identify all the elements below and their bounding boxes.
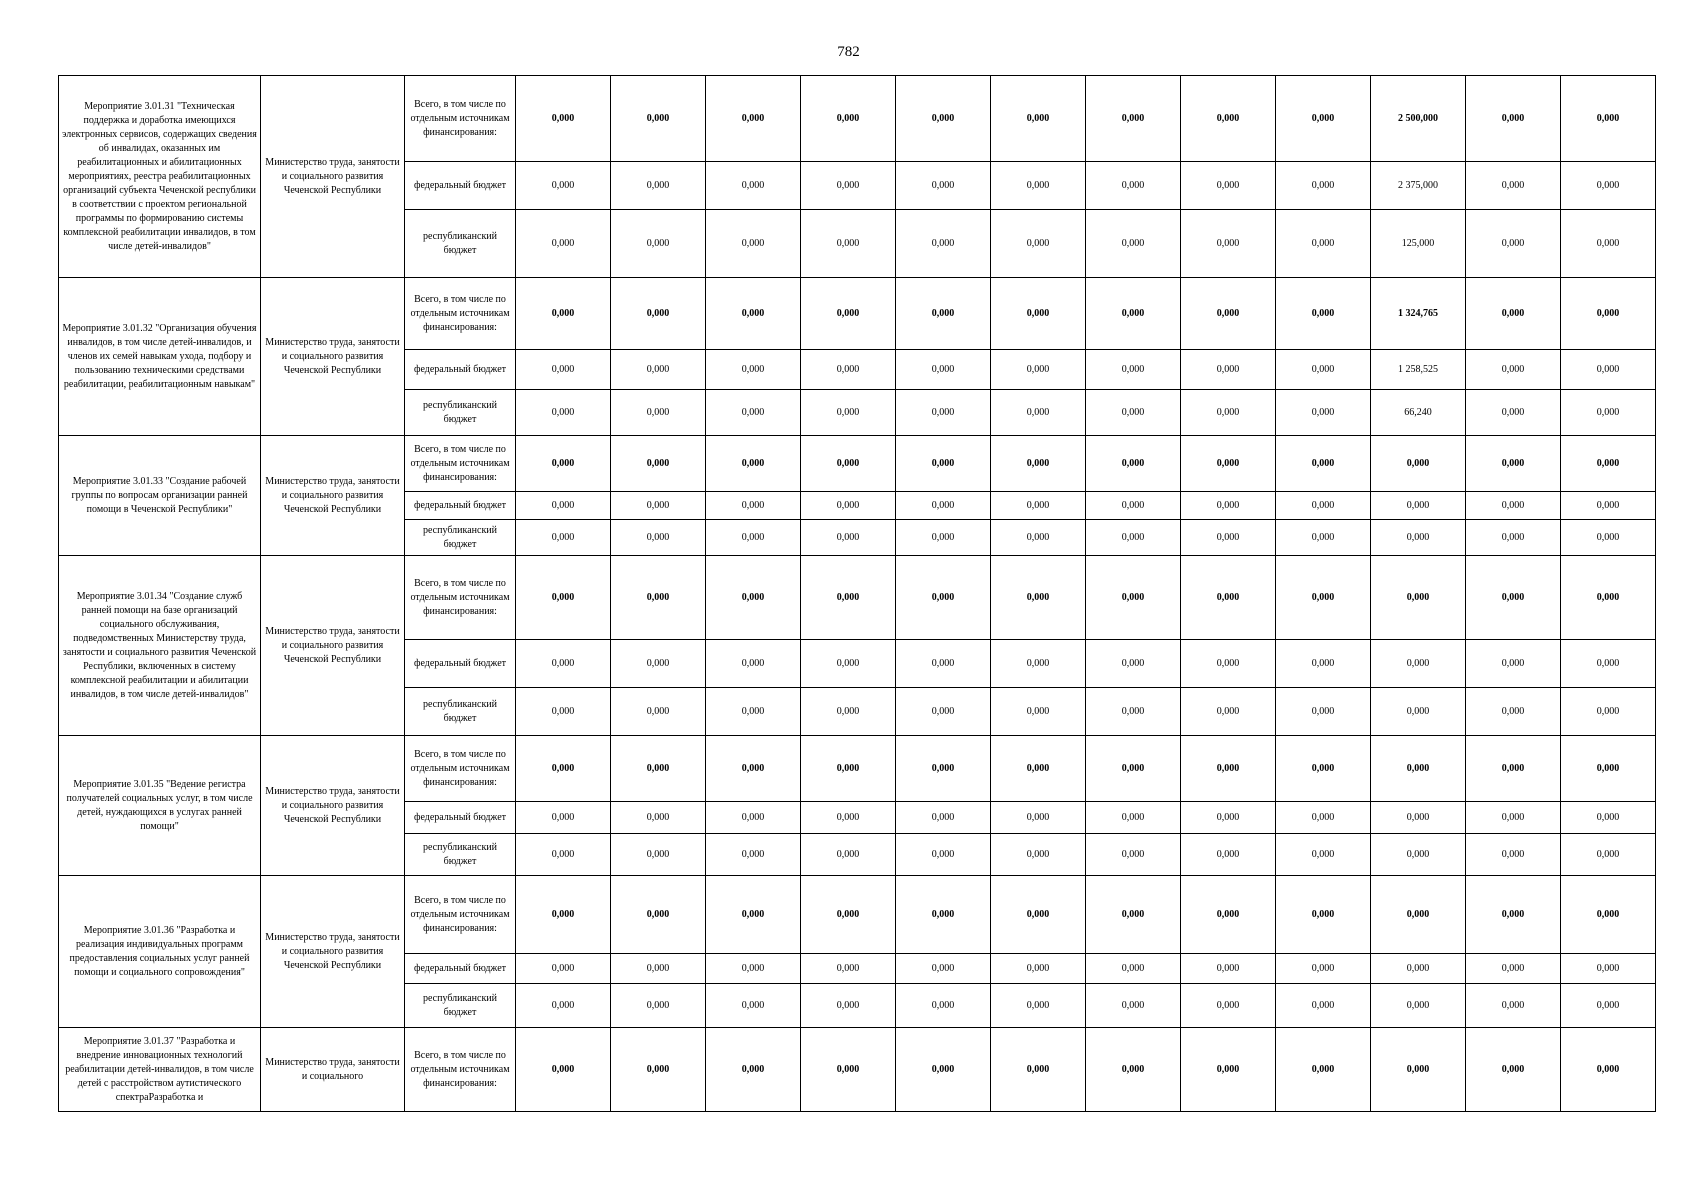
amount-cell: 0,000: [706, 984, 801, 1028]
amount-cell: 0,000: [1181, 802, 1276, 834]
amount-cell: 0,000: [896, 350, 991, 390]
amount-cell: 0,000: [1371, 876, 1466, 954]
amount-cell: 0,000: [611, 210, 706, 278]
amount-cell: 0,000: [611, 436, 706, 492]
amount-cell: 0,000: [706, 76, 801, 162]
amount-cell: 0,000: [1466, 492, 1561, 520]
amount-cell: 0,000: [611, 520, 706, 556]
amount-cell: 0,000: [1086, 954, 1181, 984]
amount-cell: 0,000: [1371, 436, 1466, 492]
funding-source-label: Всего, в том числе по отдельным источникам финансирования:: [405, 1028, 516, 1112]
amount-cell: 0,000: [1466, 436, 1561, 492]
amount-cell: 0,000: [1561, 834, 1656, 876]
amount-cell: 0,000: [1276, 954, 1371, 984]
amount-cell: 0,000: [706, 834, 801, 876]
amount-cell: 0,000: [991, 162, 1086, 210]
amount-cell: 0,000: [991, 640, 1086, 688]
amount-cell: 0,000: [1181, 556, 1276, 640]
amount-cell: 0,000: [1561, 162, 1656, 210]
amount-cell: 0,000: [516, 876, 611, 954]
amount-cell: 0,000: [1466, 984, 1561, 1028]
amount-cell: 0,000: [611, 834, 706, 876]
amount-cell: 0,000: [1371, 984, 1466, 1028]
amount-cell: 0,000: [1086, 802, 1181, 834]
responsible-executor: Министерство труда, занятости и социального: [261, 1028, 405, 1112]
amount-cell: 0,000: [1086, 76, 1181, 162]
amount-cell: 0,000: [801, 390, 896, 436]
amount-cell: 0,000: [706, 350, 801, 390]
funding-source-label: республиканский бюджет: [405, 688, 516, 736]
event-title: Мероприятие 3.01.36 "Разработка и реализация индивидуальных программ предоставления социальных услуг ранней помощи и социального сопровождения": [59, 876, 261, 1028]
amount-cell: 0,000: [1466, 162, 1561, 210]
amount-cell: 0,000: [896, 162, 991, 210]
amount-cell: 0,000: [516, 390, 611, 436]
amount-cell: 1 258,525: [1371, 350, 1466, 390]
amount-cell: 0,000: [1561, 76, 1656, 162]
amount-cell: 0,000: [1466, 210, 1561, 278]
amount-cell: 0,000: [991, 556, 1086, 640]
amount-cell: 0,000: [611, 162, 706, 210]
amount-cell: 0,000: [1086, 834, 1181, 876]
amount-cell: 0,000: [516, 1028, 611, 1112]
amount-cell: 0,000: [1181, 436, 1276, 492]
amount-cell: 0,000: [611, 76, 706, 162]
amount-cell: 0,000: [1561, 954, 1656, 984]
amount-cell: 0,000: [801, 210, 896, 278]
amount-cell: 0,000: [706, 688, 801, 736]
amount-cell: 0,000: [991, 76, 1086, 162]
amount-cell: 0,000: [1466, 954, 1561, 984]
amount-cell: 0,000: [1181, 984, 1276, 1028]
amount-cell: 0,000: [991, 876, 1086, 954]
amount-cell: 0,000: [1181, 210, 1276, 278]
amount-cell: 0,000: [1086, 436, 1181, 492]
amount-cell: 0,000: [516, 640, 611, 688]
table-row: [59, 556, 1656, 640]
funding-source-label: Всего, в том числе по отдельным источникам финансирования:: [405, 436, 516, 492]
amount-cell: 2 500,000: [1371, 76, 1466, 162]
amount-cell: 0,000: [1276, 736, 1371, 802]
amount-cell: 0,000: [1466, 556, 1561, 640]
amount-cell: 0,000: [1086, 984, 1181, 1028]
amount-cell: 0,000: [611, 736, 706, 802]
amount-cell: 0,000: [801, 954, 896, 984]
amount-cell: 0,000: [1371, 556, 1466, 640]
amount-cell: 0,000: [991, 834, 1086, 876]
amount-cell: 0,000: [896, 556, 991, 640]
amount-cell: 0,000: [1086, 1028, 1181, 1112]
amount-cell: 0,000: [1466, 390, 1561, 436]
amount-cell: 0,000: [1181, 688, 1276, 736]
amount-cell: 0,000: [1181, 278, 1276, 350]
amount-cell: 0,000: [1466, 876, 1561, 954]
amount-cell: 0,000: [801, 436, 896, 492]
amount-cell: 0,000: [1466, 1028, 1561, 1112]
amount-cell: 0,000: [706, 556, 801, 640]
amount-cell: 0,000: [706, 1028, 801, 1112]
amount-cell: 0,000: [516, 210, 611, 278]
table-row: [59, 1028, 1656, 1112]
amount-cell: 0,000: [1276, 834, 1371, 876]
funding-source-label: республиканский бюджет: [405, 834, 516, 876]
funding-source-label: республиканский бюджет: [405, 210, 516, 278]
amount-cell: 0,000: [706, 278, 801, 350]
amount-cell: 0,000: [801, 736, 896, 802]
funding-source-label: республиканский бюджет: [405, 390, 516, 436]
amount-cell: 0,000: [611, 876, 706, 954]
amount-cell: 0,000: [1561, 520, 1656, 556]
amount-cell: 0,000: [1561, 1028, 1656, 1112]
amount-cell: 0,000: [801, 492, 896, 520]
amount-cell: 0,000: [516, 278, 611, 350]
amount-cell: 0,000: [706, 520, 801, 556]
amount-cell: 0,000: [1561, 736, 1656, 802]
amount-cell: 0,000: [1561, 984, 1656, 1028]
amount-cell: 0,000: [801, 802, 896, 834]
amount-cell: 0,000: [706, 162, 801, 210]
amount-cell: 0,000: [1276, 210, 1371, 278]
amount-cell: 0,000: [611, 390, 706, 436]
amount-cell: 0,000: [801, 640, 896, 688]
amount-cell: 0,000: [991, 210, 1086, 278]
funding-source-label: федеральный бюджет: [405, 802, 516, 834]
amount-cell: 0,000: [1466, 688, 1561, 736]
amount-cell: 1 324,765: [1371, 278, 1466, 350]
amount-cell: 0,000: [896, 876, 991, 954]
amount-cell: 0,000: [1561, 802, 1656, 834]
amount-cell: 0,000: [1181, 350, 1276, 390]
funding-source-label: федеральный бюджет: [405, 492, 516, 520]
amount-cell: 0,000: [1086, 162, 1181, 210]
amount-cell: 0,000: [611, 492, 706, 520]
amount-cell: 0,000: [1086, 350, 1181, 390]
amount-cell: 0,000: [1276, 350, 1371, 390]
responsible-executor: Министерство труда, занятости и социального развития Чеченской Республики: [261, 76, 405, 278]
amount-cell: 0,000: [1561, 278, 1656, 350]
table-row: [59, 278, 1656, 350]
amount-cell: 0,000: [1276, 278, 1371, 350]
amount-cell: 0,000: [1181, 736, 1276, 802]
event-title: Мероприятие 3.01.32 "Организация обучения инвалидов, в том числе детей-инвалидов, и членов их семей навыкам ухода, подбору и пользованию техническими средствами реабилитации, реабилитационным навыкам": [59, 278, 261, 436]
amount-cell: 0,000: [516, 688, 611, 736]
amount-cell: 66,240: [1371, 390, 1466, 436]
amount-cell: 0,000: [611, 640, 706, 688]
amount-cell: 0,000: [896, 834, 991, 876]
amount-cell: 0,000: [1276, 640, 1371, 688]
amount-cell: 0,000: [1276, 876, 1371, 954]
amount-cell: 0,000: [896, 390, 991, 436]
funding-source-label: Всего, в том числе по отдельным источникам финансирования:: [405, 736, 516, 802]
amount-cell: 0,000: [611, 688, 706, 736]
amount-cell: 0,000: [1181, 1028, 1276, 1112]
amount-cell: 0,000: [1181, 492, 1276, 520]
amount-cell: 0,000: [1466, 736, 1561, 802]
amount-cell: 0,000: [991, 492, 1086, 520]
amount-cell: 0,000: [801, 350, 896, 390]
amount-cell: 0,000: [611, 556, 706, 640]
amount-cell: 0,000: [1276, 1028, 1371, 1112]
amount-cell: 0,000: [1371, 640, 1466, 688]
amount-cell: 0,000: [1276, 984, 1371, 1028]
amount-cell: 0,000: [896, 984, 991, 1028]
amount-cell: 0,000: [1086, 736, 1181, 802]
funding-source-label: республиканский бюджет: [405, 520, 516, 556]
amount-cell: 0,000: [896, 688, 991, 736]
amount-cell: 0,000: [991, 436, 1086, 492]
amount-cell: 0,000: [991, 350, 1086, 390]
amount-cell: 0,000: [611, 1028, 706, 1112]
amount-cell: 0,000: [896, 520, 991, 556]
amount-cell: 0,000: [801, 834, 896, 876]
amount-cell: 0,000: [706, 210, 801, 278]
amount-cell: 0,000: [1466, 76, 1561, 162]
amount-cell: 0,000: [896, 954, 991, 984]
amount-cell: 0,000: [801, 556, 896, 640]
event-title: Мероприятие 3.01.34 "Создание служб ранней помощи на базе организаций социального обслуживания, подведомственных Министерству труда, занятости и социального развития Чеченской Республики, включенных в систему комплексной реабилитации и абилитации инвалидов, в том числе детей-инвалидов": [59, 556, 261, 736]
funding-source-label: Всего, в том числе по отдельным источникам финансирования:: [405, 876, 516, 954]
amount-cell: 0,000: [896, 210, 991, 278]
amount-cell: 0,000: [706, 876, 801, 954]
table-row: [59, 876, 1656, 954]
amount-cell: 0,000: [1371, 954, 1466, 984]
amount-cell: 0,000: [706, 954, 801, 984]
amount-cell: 0,000: [611, 984, 706, 1028]
amount-cell: 0,000: [1276, 76, 1371, 162]
event-title: Мероприятие 3.01.35 "Ведение регистра получателей социальных услуг, в том числе детей, нуждающихся в услугах ранней помощи": [59, 736, 261, 876]
amount-cell: 0,000: [611, 954, 706, 984]
page-number: 782: [837, 44, 860, 60]
amount-cell: 0,000: [516, 350, 611, 390]
amount-cell: 0,000: [1371, 736, 1466, 802]
event-title: Мероприятие 3.01.37 "Разработка и внедрение инновационных технологий реабилитации детей-инвалидов, в том числе детей с расстройством аутистического спектраРазработка и: [59, 1028, 261, 1112]
amount-cell: 0,000: [706, 640, 801, 688]
amount-cell: 0,000: [896, 736, 991, 802]
amount-cell: 0,000: [1466, 834, 1561, 876]
amount-cell: 0,000: [516, 436, 611, 492]
amount-cell: 0,000: [991, 520, 1086, 556]
amount-cell: 0,000: [1181, 76, 1276, 162]
amount-cell: 0,000: [1371, 520, 1466, 556]
amount-cell: 0,000: [516, 162, 611, 210]
amount-cell: 0,000: [991, 1028, 1086, 1112]
amount-cell: 0,000: [706, 802, 801, 834]
amount-cell: 0,000: [801, 162, 896, 210]
funding-source-label: федеральный бюджет: [405, 350, 516, 390]
amount-cell: 0,000: [1086, 640, 1181, 688]
amount-cell: 0,000: [1561, 436, 1656, 492]
amount-cell: 0,000: [896, 492, 991, 520]
amount-cell: 0,000: [1181, 640, 1276, 688]
amount-cell: 0,000: [611, 278, 706, 350]
amount-cell: 0,000: [516, 954, 611, 984]
amount-cell: 0,000: [1181, 390, 1276, 436]
amount-cell: 0,000: [896, 802, 991, 834]
amount-cell: 0,000: [991, 954, 1086, 984]
funding-source-label: федеральный бюджет: [405, 954, 516, 984]
amount-cell: 0,000: [1561, 210, 1656, 278]
responsible-executor: Министерство труда, занятости и социального развития Чеченской Республики: [261, 736, 405, 876]
amount-cell: 0,000: [801, 688, 896, 736]
amount-cell: 0,000: [896, 278, 991, 350]
table-row: [59, 736, 1656, 802]
amount-cell: 0,000: [516, 520, 611, 556]
amount-cell: 0,000: [516, 556, 611, 640]
amount-cell: 0,000: [1276, 556, 1371, 640]
responsible-executor: Министерство труда, занятости и социального развития Чеченской Республики: [261, 876, 405, 1028]
amount-cell: 0,000: [896, 436, 991, 492]
event-title: Мероприятие 3.01.33 "Создание рабочей группы по вопросам организации ранней помощи в Чеченской Республики": [59, 436, 261, 556]
amount-cell: 0,000: [1561, 492, 1656, 520]
amount-cell: 0,000: [1561, 390, 1656, 436]
amount-cell: 0,000: [1466, 640, 1561, 688]
amount-cell: 0,000: [706, 436, 801, 492]
amount-cell: 0,000: [1181, 520, 1276, 556]
amount-cell: 0,000: [1466, 350, 1561, 390]
amount-cell: 0,000: [1561, 688, 1656, 736]
amount-cell: 0,000: [1276, 436, 1371, 492]
amount-cell: 0,000: [706, 390, 801, 436]
amount-cell: 0,000: [991, 736, 1086, 802]
amount-cell: 2 375,000: [1371, 162, 1466, 210]
amount-cell: 0,000: [706, 736, 801, 802]
amount-cell: 125,000: [1371, 210, 1466, 278]
amount-cell: 0,000: [1086, 688, 1181, 736]
amount-cell: 0,000: [1561, 350, 1656, 390]
amount-cell: 0,000: [801, 1028, 896, 1112]
amount-cell: 0,000: [1466, 520, 1561, 556]
amount-cell: 0,000: [516, 984, 611, 1028]
amount-cell: 0,000: [1086, 390, 1181, 436]
event-title: Мероприятие 3.01.31 "Техническая поддержка и доработка имеющихся электронных сервисов, содержащих сведения об инвалидах, оказанных им реабилитационных и абилитационных мероприятиях, реестра реабилитационных организаций субъекта Чеченской республики в соответствии с проектом региональной программы по формированию системы комплексной реабилитации инвалидов, в том числе детей-инвалидов": [59, 76, 261, 278]
amount-cell: 0,000: [1276, 390, 1371, 436]
amount-cell: 0,000: [1181, 876, 1276, 954]
amount-cell: 0,000: [801, 76, 896, 162]
amount-cell: 0,000: [1276, 688, 1371, 736]
amount-cell: 0,000: [991, 278, 1086, 350]
amount-cell: 0,000: [516, 492, 611, 520]
amount-cell: 0,000: [1086, 876, 1181, 954]
amount-cell: 0,000: [1181, 834, 1276, 876]
amount-cell: 0,000: [1086, 210, 1181, 278]
funding-source-label: федеральный бюджет: [405, 640, 516, 688]
amount-cell: 0,000: [801, 876, 896, 954]
amount-cell: 0,000: [1276, 520, 1371, 556]
amount-cell: 0,000: [801, 278, 896, 350]
amount-cell: 0,000: [1466, 802, 1561, 834]
amount-cell: 0,000: [896, 640, 991, 688]
amount-cell: 0,000: [516, 834, 611, 876]
amount-cell: 0,000: [706, 492, 801, 520]
amount-cell: 0,000: [516, 76, 611, 162]
amount-cell: 0,000: [516, 736, 611, 802]
amount-cell: 0,000: [991, 390, 1086, 436]
funding-source-label: республиканский бюджет: [405, 984, 516, 1028]
amount-cell: 0,000: [1371, 492, 1466, 520]
funding-source-label: Всего, в том числе по отдельным источникам финансирования:: [405, 76, 516, 162]
funding-source-label: федеральный бюджет: [405, 162, 516, 210]
amount-cell: 0,000: [1561, 556, 1656, 640]
amount-cell: 0,000: [991, 984, 1086, 1028]
amount-cell: 0,000: [896, 76, 991, 162]
amount-cell: 0,000: [1276, 802, 1371, 834]
table-row: [59, 76, 1656, 162]
amount-cell: 0,000: [1561, 640, 1656, 688]
amount-cell: 0,000: [1276, 492, 1371, 520]
amount-cell: 0,000: [1371, 688, 1466, 736]
amount-cell: 0,000: [1276, 162, 1371, 210]
amount-cell: 0,000: [1181, 954, 1276, 984]
amount-cell: 0,000: [1086, 492, 1181, 520]
amount-cell: 0,000: [1181, 162, 1276, 210]
amount-cell: 0,000: [1086, 520, 1181, 556]
amount-cell: 0,000: [1086, 278, 1181, 350]
financing-table: [58, 75, 1656, 1112]
responsible-executor: Министерство труда, занятости и социального развития Чеченской Республики: [261, 556, 405, 736]
funding-source-label: Всего, в том числе по отдельным источникам финансирования:: [405, 556, 516, 640]
amount-cell: 0,000: [1086, 556, 1181, 640]
amount-cell: 0,000: [991, 688, 1086, 736]
table-row: [59, 436, 1656, 492]
funding-source-label: Всего, в том числе по отдельным источникам финансирования:: [405, 278, 516, 350]
amount-cell: 0,000: [801, 520, 896, 556]
responsible-executor: Министерство труда, занятости и социального развития Чеченской Республики: [261, 278, 405, 436]
amount-cell: 0,000: [1371, 1028, 1466, 1112]
amount-cell: 0,000: [1371, 834, 1466, 876]
amount-cell: 0,000: [611, 802, 706, 834]
amount-cell: 0,000: [1561, 876, 1656, 954]
amount-cell: 0,000: [611, 350, 706, 390]
responsible-executor: Министерство труда, занятости и социального развития Чеченской Республики: [261, 436, 405, 556]
amount-cell: 0,000: [801, 984, 896, 1028]
amount-cell: 0,000: [896, 1028, 991, 1112]
amount-cell: 0,000: [1371, 802, 1466, 834]
amount-cell: 0,000: [991, 802, 1086, 834]
amount-cell: 0,000: [516, 802, 611, 834]
amount-cell: 0,000: [1466, 278, 1561, 350]
